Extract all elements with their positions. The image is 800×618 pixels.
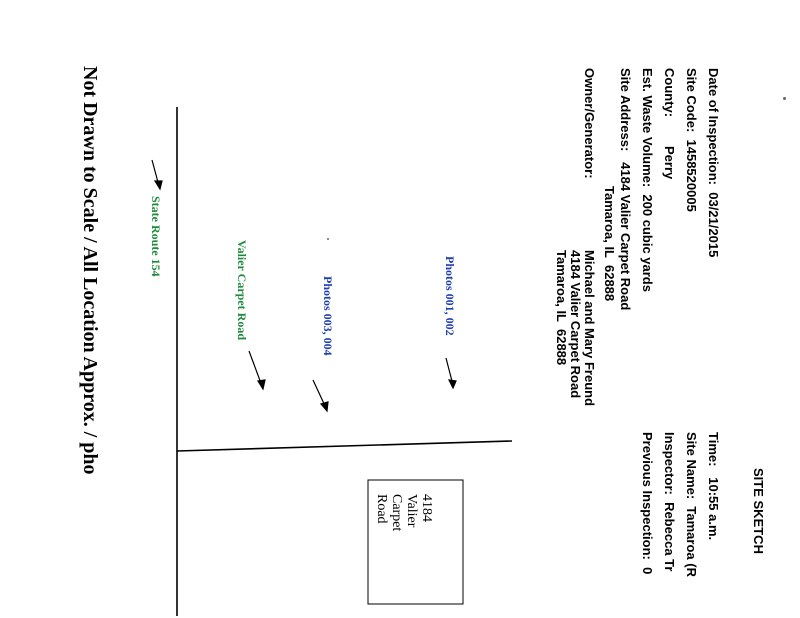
valier-road-line bbox=[177, 441, 512, 451]
site-name: Site Name: Tamaroa (R bbox=[684, 432, 699, 577]
page-title: SITE SKETCH bbox=[751, 468, 766, 554]
date-of-inspection: Date of Inspection: 03/21/2015 bbox=[706, 68, 721, 258]
building-label-2: Valier bbox=[404, 494, 419, 528]
state-route-label: State Route 154 bbox=[149, 196, 163, 277]
previous-inspection: Previous Inspection: 0 bbox=[640, 432, 655, 575]
time: Time: 10:55 a.m. bbox=[706, 432, 721, 541]
arrow-valier-road bbox=[249, 351, 265, 389]
owner-line3: Tamaroa, IL 62888 bbox=[554, 250, 569, 366]
owner-label: Owner/Generator: bbox=[582, 68, 597, 179]
site-code: Site Code: 1458520005 bbox=[684, 68, 699, 212]
building-label-3: Carpet bbox=[389, 494, 404, 532]
site-address-line2: Tamaroa, IL 62888 bbox=[602, 186, 617, 302]
photos-001-label: Photos 001, 002 bbox=[443, 256, 457, 336]
building-label-1: 4184 bbox=[419, 494, 434, 522]
waste-volume: Est. Waste Volume: 200 cubic yards bbox=[640, 68, 655, 292]
arrow-photos-001 bbox=[446, 358, 456, 388]
site-address-line1: Site Address: 4184 Valier Carpet Road bbox=[618, 68, 633, 311]
owner-line1: Michael and Mary Freund bbox=[582, 250, 597, 407]
scale-note: Not Drawn to Scale / All Location Approx. / pho bbox=[79, 66, 101, 475]
arrow-photos-003 bbox=[313, 380, 328, 411]
owner-line2: 4184 Valier Carpet Road bbox=[568, 250, 583, 399]
valier-road-label: Valier Carpet Road bbox=[235, 240, 249, 340]
county: County: Perry bbox=[662, 68, 677, 180]
inspector: Inspector: Rebecca Tr bbox=[662, 432, 677, 572]
arrow-state-route bbox=[152, 160, 162, 189]
photos-003-label: Photos 003, 004 bbox=[321, 276, 335, 356]
building-label-4: Road bbox=[374, 494, 389, 524]
